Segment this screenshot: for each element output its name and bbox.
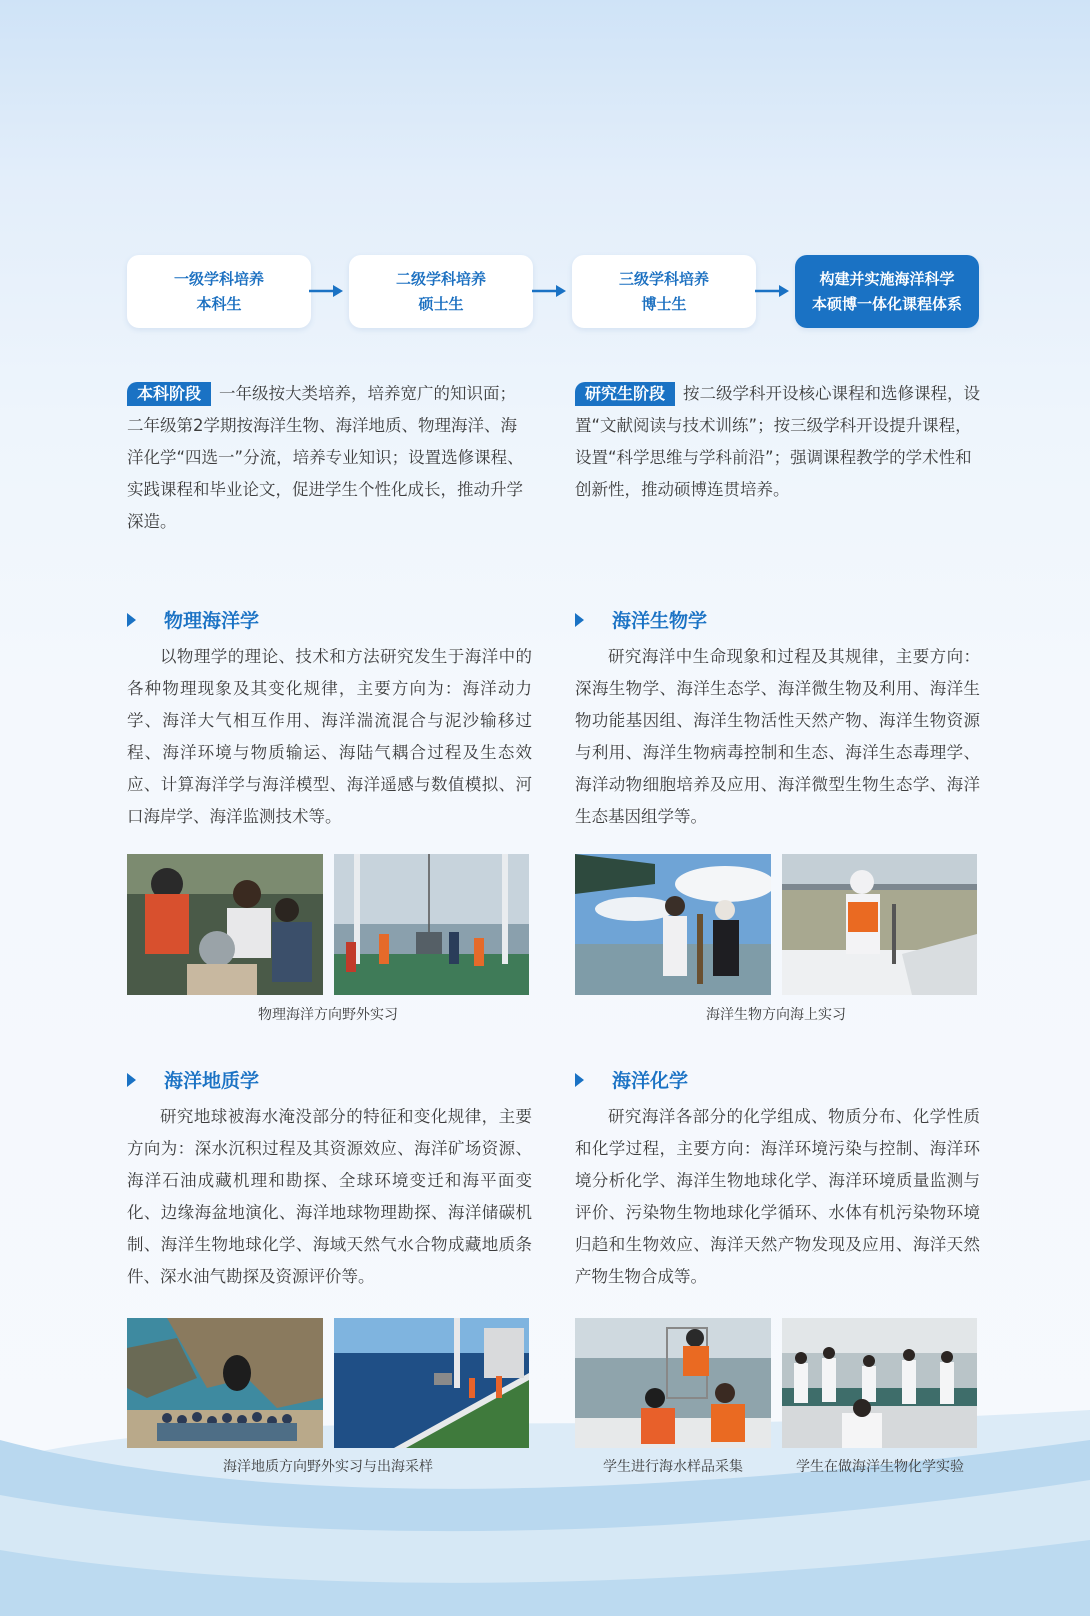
section-title-physical [127, 606, 259, 633]
stage-tag-undergrad: 本科阶段 [127, 382, 211, 406]
flow-box-line1: 二级学科培养 [395, 269, 486, 288]
arrow-right-icon [755, 283, 789, 299]
flow-box-line1: 三级学科培养 [618, 269, 709, 288]
photo-chemistry-sampling [575, 1318, 771, 1448]
section-title-geology [127, 1066, 259, 1093]
section-title-text: 海洋生物学 [612, 610, 708, 632]
triangle-bullet-icon [127, 1073, 136, 1087]
section-title-text: 物理海洋学 [164, 610, 260, 632]
photo-caption-right: 学生在做海洋生物化学实验 [796, 1459, 964, 1475]
photo-physical-lab [127, 854, 323, 995]
photo-biology-bridge [782, 854, 977, 995]
photo-physical-deck [334, 854, 529, 995]
triangle-bullet-icon [127, 613, 136, 627]
photo-caption: 海洋生物方向海上实习 [706, 1007, 846, 1023]
flow-box-line2: 本科生 [196, 294, 242, 313]
stage-graduate [575, 378, 980, 506]
section-title-text: 海洋地质学 [164, 1070, 260, 1092]
arrow-right-icon [532, 283, 566, 299]
flow-box-master [349, 255, 533, 328]
triangle-bullet-icon [575, 613, 584, 627]
section-body-geology: 研究地球被海水淹没部分的特征和变化规律，主要方向为：深水沉积过程及其资源效应、海洋矿场资源、海洋石油成藏机理和勘探、全球环境变迁和海平面变化、边缘海盆地演化、海洋地球物理勘探、海洋储碳机制、海洋生物地球化学、海域天然气水合物成藏地质条件、深水油气勘探及资源评价等。 [127, 1107, 532, 1286]
flow-box-integrated-curriculum [795, 255, 979, 328]
triangle-bullet-icon [575, 1073, 584, 1087]
flow-box-line2: 硕士生 [418, 294, 464, 313]
stage-text: 按二级学科开设核心课程和选修课程，设置“文献阅读与技术训练”；按三级学科开设提升课程，设置“科学思维与学科前沿”；强调课程教学的学术性和创新性，推动硕博连贯培养。 [575, 384, 981, 499]
section-title-biology [575, 606, 707, 633]
section-title-text: 海洋化学 [612, 1070, 689, 1092]
flow-box-phd [572, 255, 756, 328]
flow-box-line1: 构建并实施海洋科学 [819, 269, 955, 288]
flow-box-undergrad [127, 255, 311, 328]
photo-caption: 物理海洋方向野外实习 [258, 1007, 398, 1023]
flow-box-line1: 一级学科培养 [173, 269, 264, 288]
photo-chemistry-lab [782, 1318, 977, 1448]
stage-tag-graduate: 研究生阶段 [575, 382, 675, 406]
flow-box-line2: 本硕博一体化课程体系 [811, 294, 962, 313]
photo-geology-ship [334, 1318, 529, 1448]
photo-biology-boat [575, 854, 771, 995]
section-body-chemistry: 研究海洋各部分的化学组成、物质分布、化学性质和化学过程，主要方向：海洋环境污染与控制、海洋环境分析化学、海洋生物地球化学、海洋环境质量监测与评价、污染物生物地球化学循环、水体有机污染物环境归趋和生物效应、海洋天然产物发现及应用、海洋天然产物生物合成等。 [575, 1107, 980, 1286]
stage-undergrad [127, 378, 532, 538]
section-body-biology: 研究海洋中生命现象和过程及其规律，主要方向：深海生物学、海洋生态学、海洋微生物及利用、海洋生物功能基因组、海洋生物活性天然产物、海洋生物资源与利用、海洋生物病毒控制和生态、海洋生态毒理学、海洋动物细胞培养及应用、海洋微型生物生态学、海洋生态基因组学等。 [575, 647, 980, 826]
section-title-chemistry [575, 1066, 688, 1093]
arrow-right-icon [309, 283, 343, 299]
flow-box-line2: 博士生 [641, 294, 687, 313]
stage-text: 一年级按大类培养，培养宽广的知识面；二年级第2学期按海洋生物、海洋地质、物理海洋、海洋化学“四选一”分流，培养专业知识；设置选修课程、实践课程和毕业论文，促进学生个性化成长，推动升学深造。 [127, 384, 524, 531]
section-body-physical: 以物理学的理论、技术和方法研究发生于海洋中的各种物理现象及其变化规律，主要方向为：海洋动力学、海洋大气相互作用、海洋湍流混合与泥沙输移过程、海洋环境与物质输运、海陆气耦合过程及生态效应、计算海洋学与海洋模型、海洋遥感与数值模拟、河口海岸学、海洋监测技术等。 [127, 647, 532, 826]
photo-caption-left: 学生进行海水样品采集 [603, 1459, 743, 1475]
photo-geology-coast [127, 1318, 323, 1448]
photo-caption: 海洋地质方向野外实习与出海采样 [223, 1459, 433, 1475]
